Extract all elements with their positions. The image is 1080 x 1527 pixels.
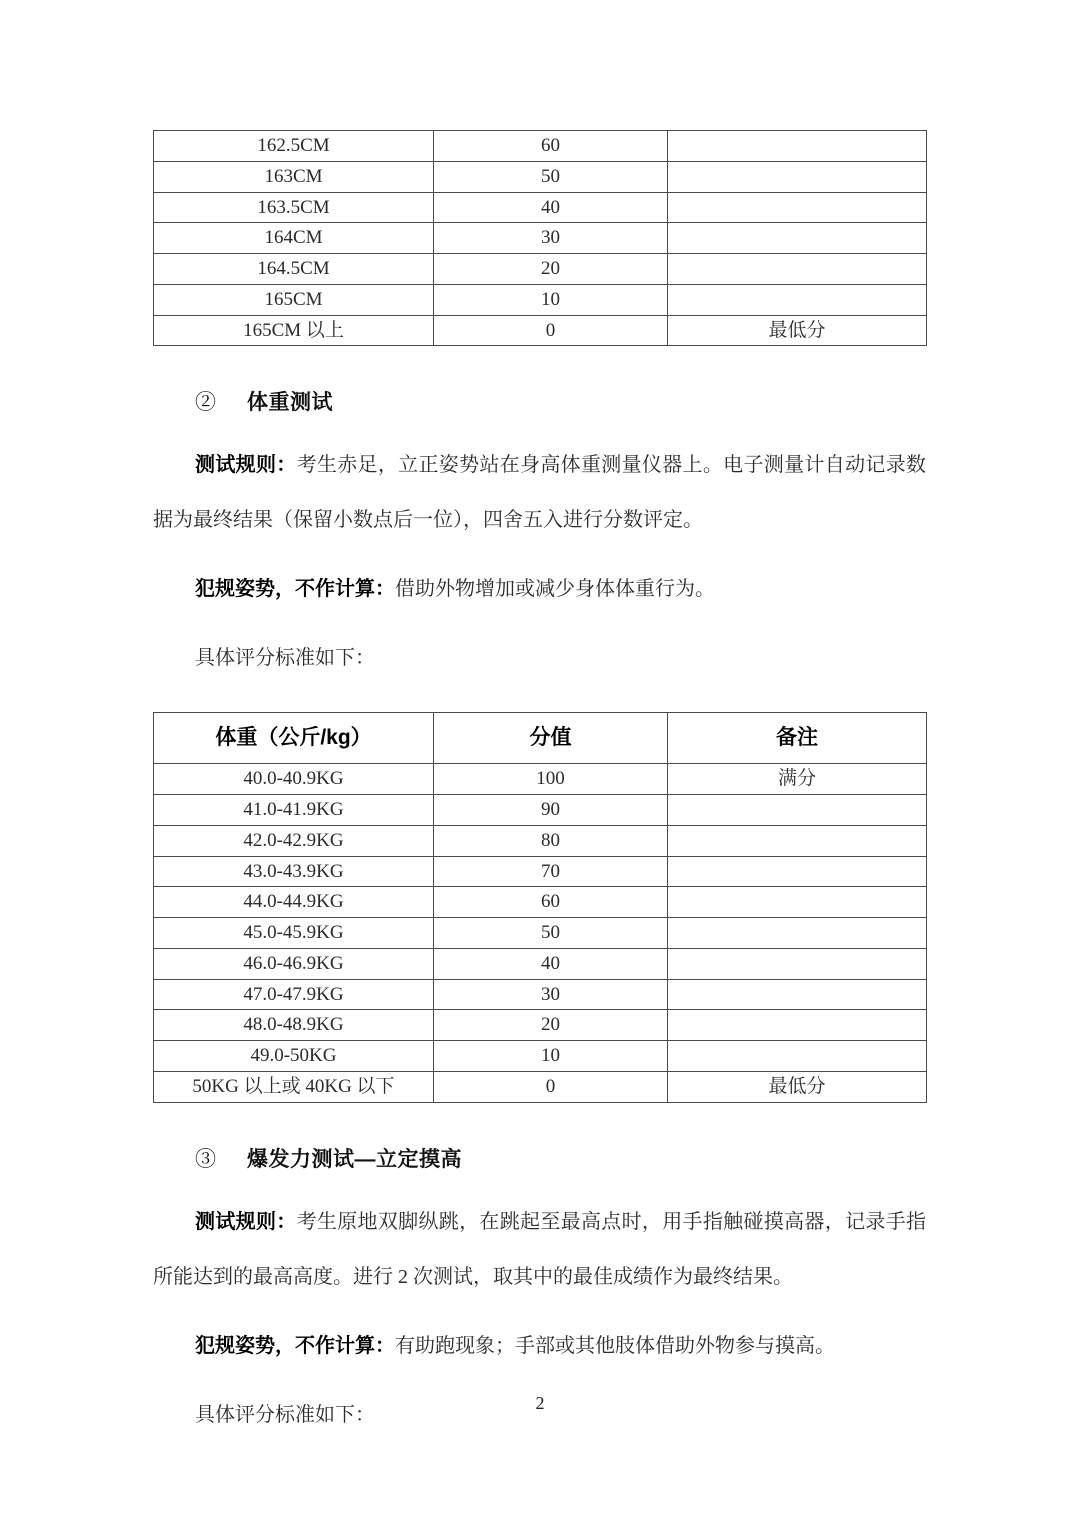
weight-remark-cell — [668, 1041, 927, 1072]
weight-score-cell: 90 — [434, 795, 668, 826]
weight-score-cell: 40 — [434, 948, 668, 979]
weight-score-cell: 70 — [434, 856, 668, 887]
column-header-remark: 备注 — [668, 713, 927, 764]
height-range-cell: 162.5CM — [154, 131, 434, 162]
height-range-cell: 163.5CM — [154, 192, 434, 223]
height-score-cell: 30 — [434, 223, 668, 254]
rule-label: 测试规则： — [195, 1210, 297, 1233]
height-score-cell: 10 — [434, 284, 668, 315]
height-remark-cell — [668, 131, 927, 162]
weight-remark-cell — [668, 948, 927, 979]
table-row — [154, 825, 927, 856]
table-row — [154, 918, 927, 949]
table-row — [154, 315, 927, 346]
height-range-cell: 164.5CM — [154, 254, 434, 285]
page-content — [153, 130, 926, 1443]
height-table-body — [154, 131, 927, 346]
table-row — [154, 887, 927, 918]
weight-score-cell: 30 — [434, 979, 668, 1010]
table-row — [154, 223, 927, 254]
weight-remark-cell — [668, 856, 927, 887]
weight-score-cell: 60 — [434, 887, 668, 918]
height-remark-cell — [668, 192, 927, 223]
weight-range-cell: 50KG 以上或 40KG 以下 — [154, 1071, 434, 1102]
power-test-foul-paragraph — [153, 1319, 926, 1374]
weight-remark-cell: 满分 — [668, 764, 927, 795]
height-remark-cell — [668, 284, 927, 315]
foul-body: 借助外物增加或减少身体体重行为。 — [395, 578, 715, 601]
height-remark-cell — [668, 161, 927, 192]
foul-label: 犯规姿势，不作计算： — [195, 1334, 395, 1357]
section-title-weight: 体重测试 — [247, 391, 333, 415]
table-row — [154, 1041, 927, 1072]
rule-label: 测试规则： — [195, 454, 297, 477]
weight-range-cell: 40.0-40.9KG — [154, 764, 434, 795]
power-test-rule-paragraph — [153, 1195, 926, 1305]
power-criteria-line: 具体评分标准如下： — [195, 1403, 375, 1426]
table-row — [154, 948, 927, 979]
weight-score-cell: 10 — [434, 1041, 668, 1072]
section-heading-weight-test — [153, 386, 926, 416]
table-header-row — [154, 713, 927, 764]
weight-criteria-line: 具体评分标准如下： — [195, 647, 375, 670]
rule-body: 考生原地双脚纵跳，在跳起至最高点时，用手指触碰摸高器，记录手指所能达到的最高高度。进行 2 次测试，取其中的最佳成绩作为最终结果。 — [153, 1210, 927, 1288]
section-marker-2: ② — [195, 390, 217, 415]
weight-remark-cell — [668, 795, 927, 826]
weight-range-cell: 42.0-42.9KG — [154, 825, 434, 856]
height-score-cell: 20 — [434, 254, 668, 285]
height-score-cell: 60 — [434, 131, 668, 162]
height-score-table — [153, 130, 927, 346]
weight-score-cell: 50 — [434, 918, 668, 949]
rule-body: 考生赤足，立正姿势站在身高体重测量仪器上。电子测量计自动记录数据为最终结果（保留小数点后一位），四舍五入进行分数评定。 — [153, 454, 927, 532]
height-remark-cell — [668, 254, 927, 285]
table-row — [154, 131, 927, 162]
height-range-cell: 165CM 以上 — [154, 315, 434, 346]
column-header-score: 分值 — [434, 713, 668, 764]
weight-remark-cell — [668, 1010, 927, 1041]
table-row — [154, 1071, 927, 1102]
page-number: 2 — [535, 1393, 545, 1413]
height-remark-cell: 最低分 — [668, 315, 927, 346]
foul-body: 有助跑现象；手部或其他肢体借助外物参与摸高。 — [395, 1334, 835, 1357]
weight-score-cell: 80 — [434, 825, 668, 856]
section-heading-power-test — [153, 1143, 926, 1173]
table-row — [154, 284, 927, 315]
weight-range-cell: 49.0-50KG — [154, 1041, 434, 1072]
weight-range-cell: 46.0-46.9KG — [154, 948, 434, 979]
weight-score-cell: 100 — [434, 764, 668, 795]
weight-range-cell: 41.0-41.9KG — [154, 795, 434, 826]
table-row — [154, 764, 927, 795]
table-row — [154, 192, 927, 223]
height-range-cell: 165CM — [154, 284, 434, 315]
weight-range-cell: 43.0-43.9KG — [154, 856, 434, 887]
weight-remark-cell — [668, 918, 927, 949]
weight-table-head — [154, 713, 927, 764]
height-score-cell: 40 — [434, 192, 668, 223]
weight-test-foul-paragraph — [153, 562, 926, 617]
table-row — [154, 795, 927, 826]
table-row — [154, 254, 927, 285]
table-row — [154, 161, 927, 192]
table-row — [154, 856, 927, 887]
foul-label: 犯规姿势，不作计算： — [195, 578, 395, 601]
height-range-cell: 164CM — [154, 223, 434, 254]
column-header-weight: 体重（公斤/kg） — [154, 713, 434, 764]
height-score-cell: 50 — [434, 161, 668, 192]
weight-remark-cell — [668, 979, 927, 1010]
weight-remark-cell: 最低分 — [668, 1071, 927, 1102]
weight-score-cell: 20 — [434, 1010, 668, 1041]
section-title-power: 爆发力测试—立定摸高 — [247, 1147, 462, 1171]
weight-range-cell: 44.0-44.9KG — [154, 887, 434, 918]
weight-remark-cell — [668, 825, 927, 856]
table-row — [154, 1010, 927, 1041]
section-marker-3: ③ — [195, 1146, 217, 1171]
table-row — [154, 979, 927, 1010]
weight-remark-cell — [668, 887, 927, 918]
height-remark-cell — [668, 223, 927, 254]
weight-test-rule-paragraph — [153, 438, 926, 548]
weight-range-cell: 45.0-45.9KG — [154, 918, 434, 949]
weight-table-body — [154, 764, 927, 1102]
weight-range-cell: 48.0-48.9KG — [154, 1010, 434, 1041]
weight-score-cell: 0 — [434, 1071, 668, 1102]
weight-range-cell: 47.0-47.9KG — [154, 979, 434, 1010]
height-range-cell: 163CM — [154, 161, 434, 192]
weight-score-table — [153, 712, 927, 1102]
height-score-cell: 0 — [434, 315, 668, 346]
